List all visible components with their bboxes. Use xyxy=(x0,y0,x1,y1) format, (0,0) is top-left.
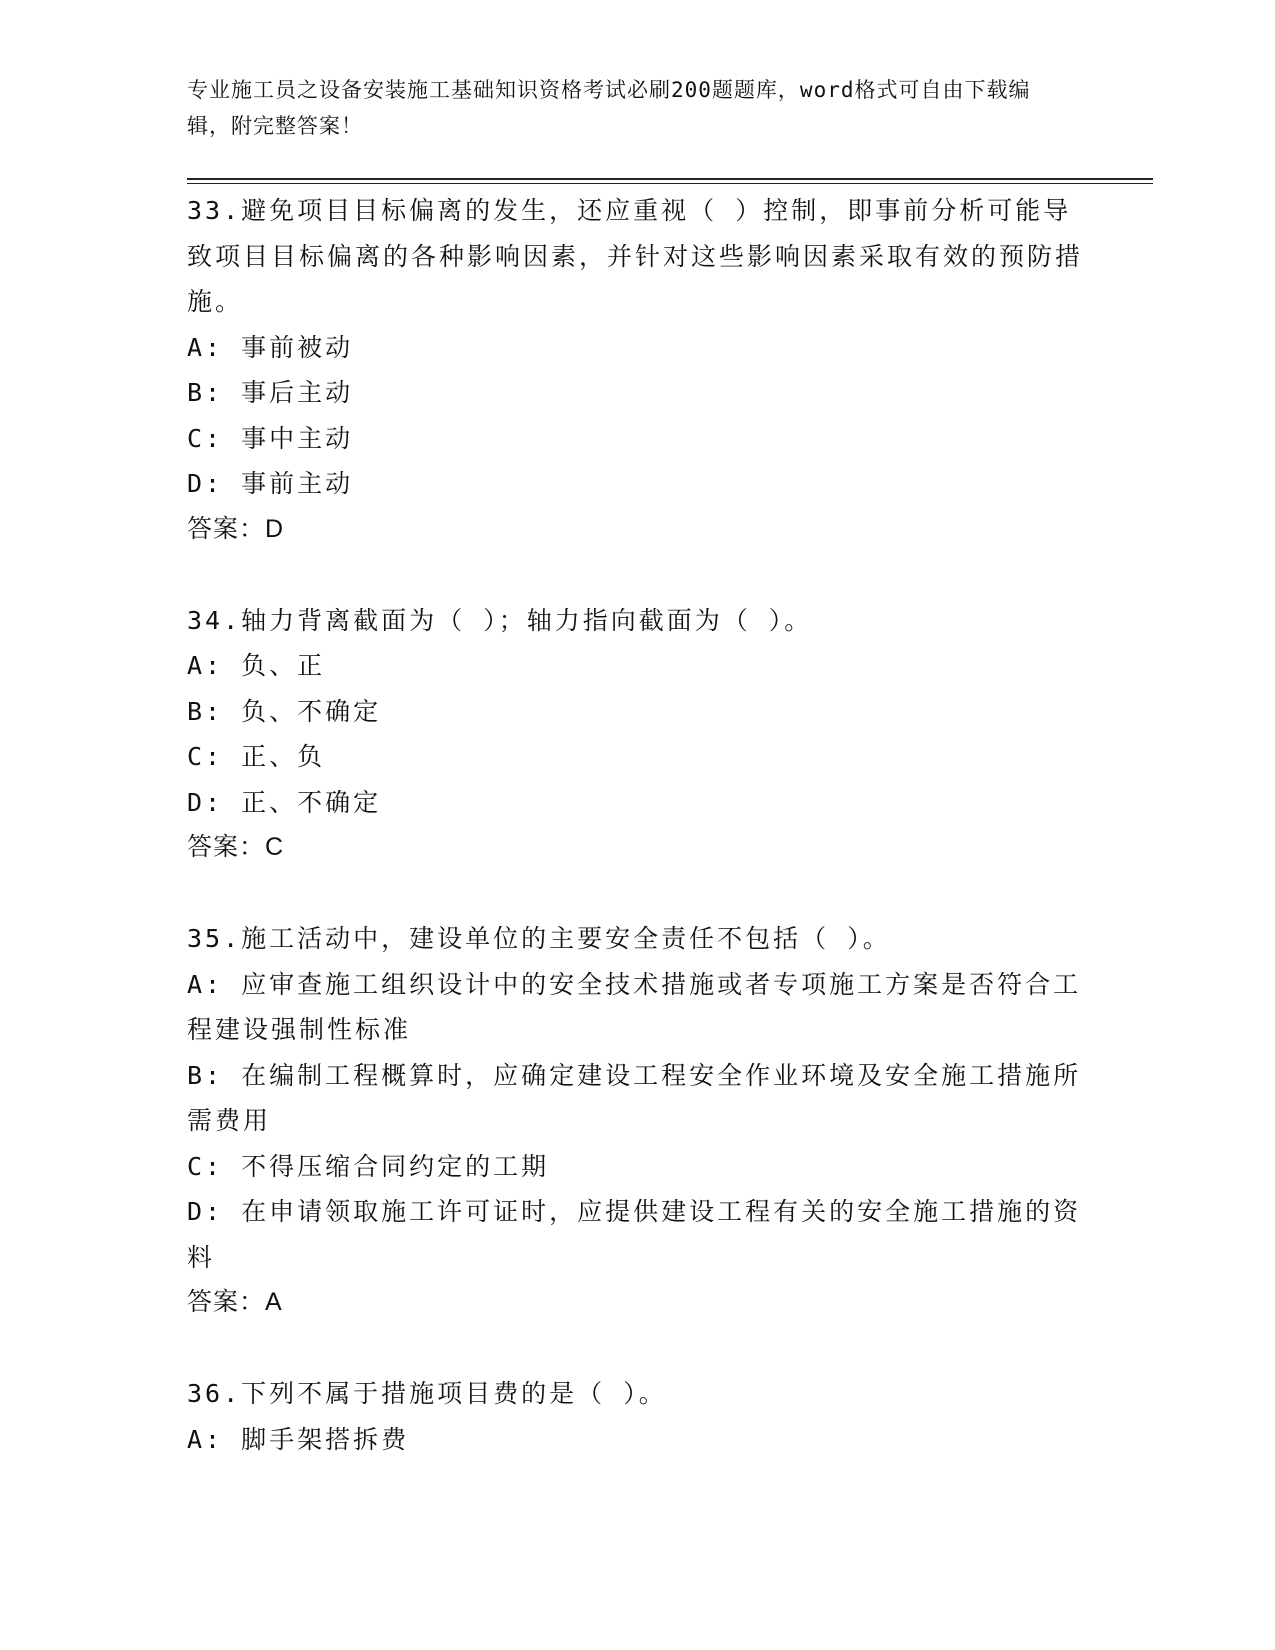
option-d: D: 在申请领取施工许可证时，应提供建设工程有关的安全施工措施的资料 xyxy=(187,1197,1082,1272)
question-list xyxy=(187,188,1087,1508)
question-stem: 34.轴力背离截面为（ ）；轴力指向截面为（ ）。 xyxy=(187,605,813,635)
header-divider-thin xyxy=(187,183,1153,184)
option-d: D: 事前主动 xyxy=(187,469,354,498)
option-a: A: 事前被动 xyxy=(187,332,354,362)
answer: 答案：A xyxy=(187,1288,283,1316)
answer: 答案：C xyxy=(187,833,285,861)
option-b: B: 在编制工程概算时，应确定建设工程安全作业环境及安全施工措施所需费用 xyxy=(187,1060,1082,1135)
question-34 xyxy=(187,598,1087,871)
question-stem: 35.施工活动中，建设单位的主要安全责任不包括（ ）。 xyxy=(187,924,891,953)
option-b: B: 事后主动 xyxy=(187,378,354,407)
option-a: A: 脚手架搭拆费 xyxy=(187,1424,410,1454)
option-d: D: 正、不确定 xyxy=(187,787,382,817)
option-c: C: 事中主动 xyxy=(187,423,354,453)
question-36 xyxy=(187,1371,1087,1462)
answer: 答案：D xyxy=(187,514,285,543)
option-a: A: 应审查施工组织设计中的安全技术措施或者专项施工方案是否符合工程建设强制性标准 xyxy=(187,969,1082,1044)
question-35 xyxy=(187,916,1087,1326)
option-a: A: 负、正 xyxy=(187,651,326,680)
question-stem: 36.下列不属于措施项目费的是（ ）。 xyxy=(187,1379,667,1408)
question-33 xyxy=(187,188,1087,552)
option-c: C: 不得压缩合同约定的工期 xyxy=(187,1151,550,1181)
option-b: B: 负、不确定 xyxy=(187,696,382,726)
question-stem: 33.避免项目目标偏离的发生，还应重视（ ）控制，即事前分析可能导致项目目标偏离的各种影响因素，并针对这些影响因素采取有效的预防措施。 xyxy=(187,196,1084,316)
header-divider-thick xyxy=(187,178,1153,180)
document-header: 专业施工员之设备安装施工基础知识资格考试必刷200题题库，word格式可自由下载编辑，附完整答案！ xyxy=(187,78,1031,138)
option-c: C: 正、负 xyxy=(187,742,326,771)
